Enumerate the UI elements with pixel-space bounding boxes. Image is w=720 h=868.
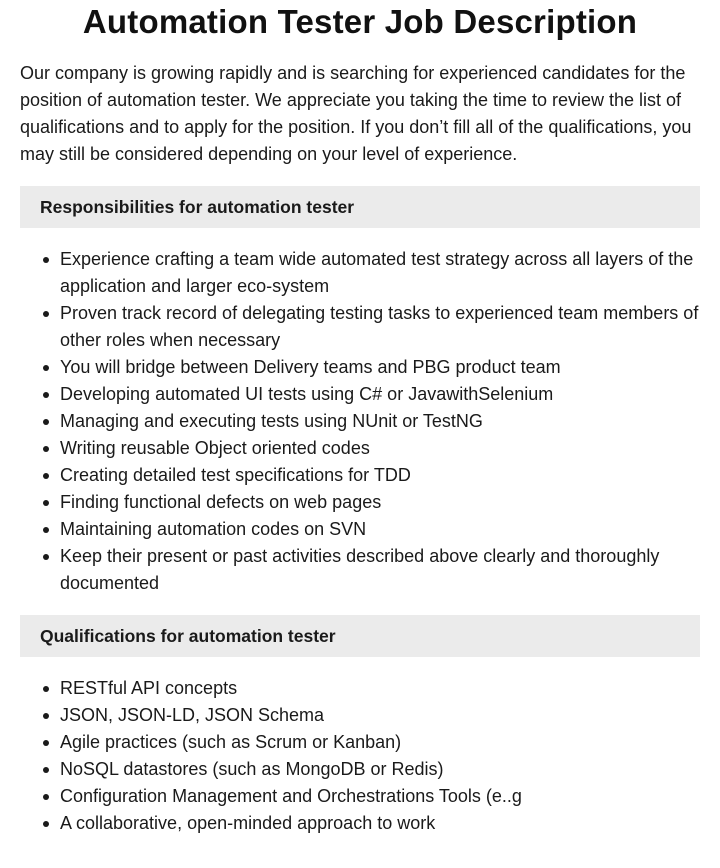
intro-paragraph: Our company is growing rapidly and is searching for experienced candidates for the position of automation tester. We appreciate you taking the time to review the list of qualifications and to apply for the position. If you don’t fill all of the qualifications, you may still be considered depending on your level of experience. — [20, 63, 692, 164]
page-title: Automation Tester Job Description — [82, 3, 638, 40]
list-item: NoSQL datastores (such as MongoDB or Redis) — [60, 756, 700, 783]
list-item: A collaborative, open-minded approach to work — [60, 810, 700, 837]
list-item: You will bridge between Delivery teams and PBG product team — [60, 354, 700, 381]
list-item: Finding functional defects on web pages — [60, 489, 700, 516]
list-item: Managing and executing tests using NUnit or TestNG — [60, 408, 700, 435]
list-item: RESTful API concepts — [60, 675, 700, 702]
qualifications-list — [20, 675, 700, 837]
list-item: JSON, JSON-LD, JSON Schema — [60, 702, 700, 729]
list-item: Developing automated UI tests using C# or JavawithSelenium — [60, 381, 700, 408]
list-item: Keep their present or past activities described above clearly and thoroughly documented — [60, 543, 700, 597]
responsibilities-list — [20, 246, 700, 597]
responsibilities-heading: Responsibilities for automation tester — [20, 186, 700, 228]
list-item: Creating detailed test specifications for TDD — [60, 462, 700, 489]
list-item: Writing reusable Object oriented codes — [60, 435, 700, 462]
qualifications-heading: Qualifications for automation tester — [20, 615, 700, 657]
list-item: Maintaining automation codes on SVN — [60, 516, 700, 543]
list-item: Experience crafting a team wide automated test strategy across all layers of the application and larger eco-system — [60, 246, 700, 300]
list-item: Configuration Management and Orchestrations Tools (e..g — [60, 783, 700, 810]
list-item: Proven track record of delegating testing tasks to experienced team members of other roles when necessary — [60, 300, 700, 354]
list-item: Agile practices (such as Scrum or Kanban) — [60, 729, 700, 756]
